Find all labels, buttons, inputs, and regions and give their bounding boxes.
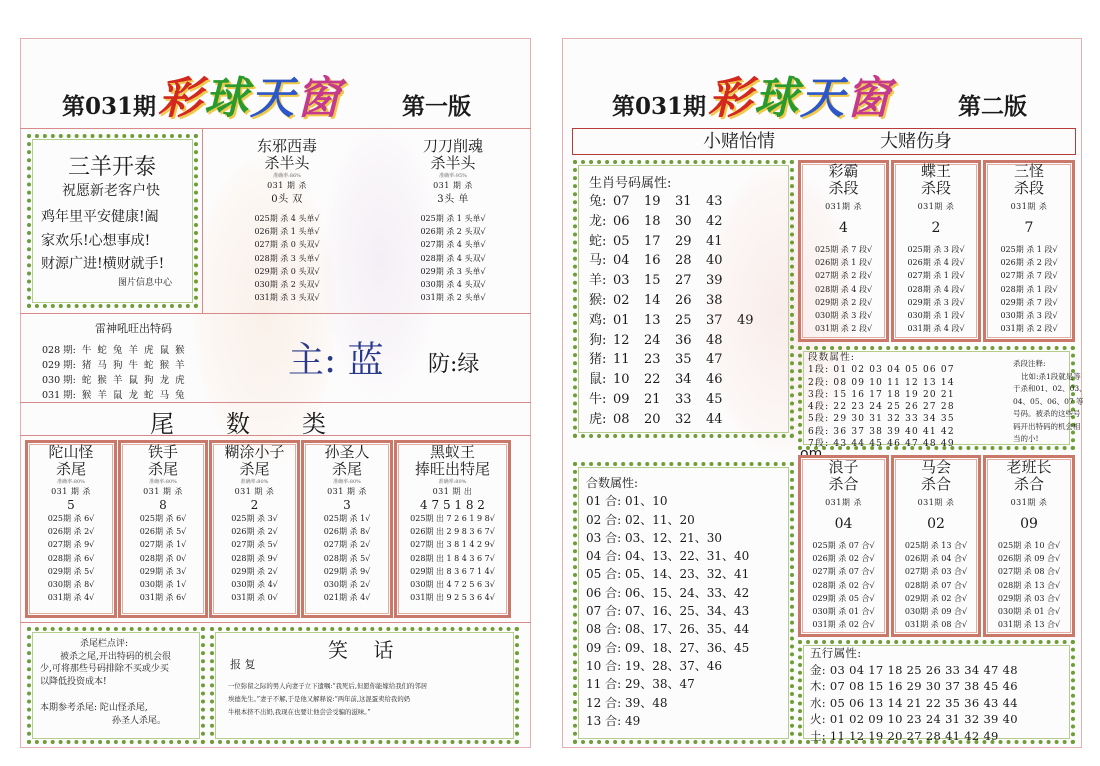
history-row: 030期 出 4 7 2 5 6 3√ bbox=[410, 580, 495, 590]
history-row: 026期 杀 02 合√ bbox=[812, 554, 875, 564]
heshu-row: 07 合: 07、16、25、34、43 bbox=[586, 604, 750, 619]
joke-line: 埃德先生。”妻子不解,于是他又解释说:“两年前,这混蛋卖给我的奶 bbox=[228, 695, 411, 703]
pick-value: 3头 单 bbox=[437, 194, 469, 205]
seg-title: 三怪 bbox=[1013, 162, 1044, 180]
combo-sub: 杀合 bbox=[920, 475, 951, 493]
history-row: 027期 出 3 8 1 4 2 9√ bbox=[410, 540, 495, 550]
masthead-logo: 彩球天窗 bbox=[158, 73, 342, 124]
edition-label: 第二版 bbox=[958, 93, 1027, 120]
history-row: 025期 杀 07 合√ bbox=[812, 541, 875, 550]
leishen-row: 029 期: 猪 马 狗 牛 蛇 猴 羊 bbox=[42, 360, 185, 371]
history-row: 028期 杀 1 段√ bbox=[1000, 284, 1058, 294]
duan-note bbox=[1013, 358, 1087, 446]
joke-title: 笑 话 bbox=[328, 638, 394, 662]
greeting-title: 三羊开泰 bbox=[68, 155, 157, 180]
note-line: 04、05、06、07 等 bbox=[1013, 396, 1084, 406]
history-row: 025期 杀 1 头单√ bbox=[420, 214, 486, 223]
combo-column-laobanzhang bbox=[985, 459, 1073, 631]
pick-value: 02 bbox=[927, 516, 945, 532]
history-row: 025期 杀 1√ bbox=[323, 514, 371, 523]
period-label: 031期 杀 bbox=[825, 202, 862, 211]
combo-sub: 杀合 bbox=[1013, 475, 1044, 493]
seg-column-sanguai bbox=[985, 163, 1073, 335]
history-row: 029期 杀 3 段√ bbox=[907, 297, 965, 307]
history-row: 028期 杀 4 段√ bbox=[907, 284, 965, 294]
accuracy-label: 准确率:80% bbox=[333, 479, 361, 485]
greeting-footer: 图片信息中心 bbox=[118, 278, 173, 288]
zodiac-row: 蛇: 05 17 29 41 bbox=[589, 233, 723, 249]
history-row: 030期 杀 3 段√ bbox=[1000, 311, 1058, 321]
review-ref2: 孙圣人杀尾。 bbox=[112, 715, 167, 726]
duan-row: 2段: 08 09 10 11 12 13 14 bbox=[808, 377, 955, 388]
history-row: 027期 杀 9√ bbox=[47, 540, 95, 550]
history-row: 026期 杀 5√ bbox=[139, 527, 187, 537]
history-row: 031期 杀 2 段√ bbox=[1000, 324, 1058, 334]
greeting-line: 祝愿新老客户快 bbox=[62, 183, 160, 199]
period-label: 031 期 杀 bbox=[267, 181, 307, 190]
tail-sub: 捧旺出特尾 bbox=[414, 460, 490, 478]
history-row: 025期 杀 7 段√ bbox=[814, 245, 873, 254]
accuracy-label: 准确率:80% bbox=[438, 479, 467, 485]
history-row: 031期 杀 3 头双√ bbox=[254, 293, 320, 303]
duan-row: 6段: 36 37 38 39 40 41 42 bbox=[808, 426, 955, 437]
heshu-row: 08 合: 08、17、26、35、44 bbox=[586, 622, 750, 637]
review-line: 少,可将那些号码排除不买或少买 bbox=[40, 664, 169, 674]
duan-row: 3段: 15 16 17 18 19 20 21 bbox=[808, 389, 955, 400]
accuracy-label: 准确率:80% bbox=[149, 479, 177, 485]
history-row: 025期 杀 10 合√ bbox=[997, 541, 1061, 550]
history-row: 027期 杀 0 头双√ bbox=[254, 240, 320, 250]
history-row: 031期 出 9 2 5 3 6 4√ bbox=[410, 593, 495, 603]
history-row: 029期 出 8 3 6 7 1 4√ bbox=[410, 566, 495, 576]
heshu-row: 06 合: 06、15、24、33、42 bbox=[586, 585, 750, 600]
wuxing-row: 火: 01 02 09 10 23 24 31 32 39 40 bbox=[810, 712, 1018, 726]
issue-number: 第031期 bbox=[62, 93, 157, 120]
history-row: 031期 杀 2 头单√ bbox=[420, 293, 486, 303]
heshu-row: 01 合: 01、10 bbox=[586, 494, 668, 509]
history-row: 027期 杀 2 段√ bbox=[814, 271, 873, 281]
history-row: 031期 杀 2 段√ bbox=[814, 324, 873, 334]
history-row: 026期 杀 2√ bbox=[47, 527, 95, 537]
note-line: 当的小! bbox=[1013, 434, 1039, 443]
greeting-line: 家欢乐!心想事成! bbox=[41, 233, 151, 249]
history-row: 026期 杀 8√ bbox=[323, 527, 371, 537]
period-label: 031 期 杀 bbox=[327, 487, 367, 496]
history-row: 030期 杀 01 合√ bbox=[812, 607, 875, 617]
history-row: 028期 出 1 8 4 3 6 7√ bbox=[410, 553, 495, 563]
duan-row: 4段: 22 23 24 25 26 27 28 bbox=[808, 402, 955, 413]
zodiac-table bbox=[589, 192, 768, 430]
tail-sub: 杀尾 bbox=[147, 460, 178, 478]
pick-value: 5 bbox=[67, 498, 75, 512]
history-row: 026期 杀 1 头单√ bbox=[254, 227, 320, 237]
heshu-list bbox=[586, 474, 749, 730]
history-row: 025期 杀 3√ bbox=[231, 514, 278, 523]
history-row: 027期 杀 1 段√ bbox=[907, 271, 965, 281]
seg-title: 彩霸 bbox=[828, 162, 859, 180]
pick-value: 2 bbox=[931, 220, 941, 236]
history-row: 028期 杀 6√ bbox=[47, 553, 95, 563]
leishen-row: 028 期: 牛 蛇 兔 羊 虎 鼠 猴 bbox=[42, 345, 185, 356]
history-row: 026期 杀 2√ bbox=[231, 527, 278, 537]
seg-sub: 杀段 bbox=[1013, 179, 1044, 197]
dongxie-title: 东邪西毒 bbox=[256, 137, 317, 155]
history-row: 030期 杀 1 段√ bbox=[907, 311, 965, 321]
period-label: 031 期 杀 bbox=[143, 487, 183, 496]
history-row: 030期 杀 4√ bbox=[231, 580, 278, 590]
seg-column-caiba bbox=[800, 163, 887, 335]
duan-row: 5段: 29 30 31 32 33 34 35 bbox=[808, 414, 955, 425]
history-row: 026期 杀 2 头双√ bbox=[420, 227, 486, 237]
history-row: 021期 杀 4√ bbox=[323, 593, 371, 603]
wuxing-title: 五行属性: bbox=[810, 646, 862, 660]
note-line: 号码。被杀的这些号 bbox=[1013, 409, 1081, 418]
note-line: 于杀和01、02、03、 bbox=[1013, 384, 1087, 393]
review-line: 以降低投资成本! bbox=[40, 676, 107, 687]
seg-sub: 杀段 bbox=[828, 179, 859, 197]
dongxie-column bbox=[212, 138, 362, 304]
tail-column-heiwang bbox=[396, 444, 509, 604]
zodiac-row: 牛: 09 21 33 45 bbox=[589, 391, 723, 407]
heshu-row: 11 合: 29、38、47 bbox=[586, 677, 695, 692]
history-row: 031期 杀 4√ bbox=[47, 593, 95, 603]
history-row: 030期 杀 8√ bbox=[47, 580, 95, 590]
period-label: 031 期 杀 bbox=[234, 487, 275, 496]
tail-column-hutu bbox=[211, 444, 298, 604]
daodao-sub: 杀半头 bbox=[430, 154, 476, 172]
wuxing-row: 土: 11 12 19 20 27 28 41 42 49 bbox=[810, 728, 999, 743]
joke-body bbox=[228, 680, 508, 719]
zodiac-row: 龙: 06 18 30 42 bbox=[589, 213, 723, 229]
history-row: 028期 杀 4 头双√ bbox=[420, 253, 486, 263]
wuxing-list bbox=[810, 645, 1018, 744]
tail-section-title: 尾 数 类 bbox=[150, 410, 326, 438]
tail-column-sunsheng bbox=[303, 444, 391, 604]
history-row: 031期 杀 08 合√ bbox=[904, 620, 968, 630]
history-row: 030期 杀 01 合√ bbox=[997, 607, 1061, 617]
pick-value: 4 7 5 1 8 2 bbox=[420, 498, 485, 512]
history-row: 027期 杀 5√ bbox=[231, 540, 278, 550]
review-ref: 本期参考杀尾: 陀山怪杀尾, bbox=[40, 703, 148, 713]
history-row: 030期 杀 2√ bbox=[323, 580, 371, 590]
history-row: 029期 杀 05 合√ bbox=[812, 593, 875, 603]
period-label: 031期 杀 bbox=[1010, 498, 1048, 507]
history-row: 025期 出 7 2 6 1 9 8√ bbox=[410, 514, 495, 523]
history-row: 030期 杀 09 合√ bbox=[904, 607, 968, 617]
combo-sub: 杀合 bbox=[828, 475, 859, 493]
history-row: 028期 杀 5√ bbox=[323, 553, 371, 563]
wuxing-row: 水: 05 06 13 14 21 22 35 36 43 44 bbox=[810, 695, 1018, 710]
tail-title: 黑蚁王 bbox=[429, 443, 475, 461]
heshu-row: 04 合: 04、13、22、31、40 bbox=[586, 549, 750, 564]
main-color: 主: 蓝 bbox=[288, 340, 384, 381]
heshu-row: 12 合: 39、48 bbox=[586, 695, 668, 710]
history-row: 027期 杀 2√ bbox=[323, 540, 371, 550]
heshu-row: 03 合: 03、12、21、30 bbox=[586, 530, 723, 545]
history-row: 028期 杀 3 头单√ bbox=[254, 253, 320, 263]
tail-sub: 杀尾 bbox=[55, 460, 86, 478]
pick-value: 4 bbox=[839, 220, 848, 236]
tail-column-tuoshan bbox=[27, 444, 115, 604]
wuxing-row: 木: 07 08 15 16 29 30 37 38 45 46 bbox=[810, 679, 1018, 693]
history-row: 025期 杀 1 段√ bbox=[1000, 245, 1058, 254]
history-row: 025期 杀 3 段√ bbox=[907, 245, 965, 254]
stray-text: om bbox=[800, 446, 823, 462]
history-row: 029期 杀 9√ bbox=[323, 566, 371, 576]
tail-title: 陀山怪 bbox=[48, 443, 94, 461]
daodao-title: 刀刀削魂 bbox=[422, 137, 483, 155]
combo-title: 老班长 bbox=[1006, 458, 1052, 476]
history-row: 027期 杀 07 合√ bbox=[812, 567, 875, 577]
history-row: 026期 杀 04 合√ bbox=[904, 554, 968, 564]
history-row: 029期 杀 2√ bbox=[231, 566, 278, 576]
leishen-row: 030 期: 蛇 猴 羊 鼠 狗 龙 虎 bbox=[42, 375, 185, 386]
history-row: 029期 杀 5√ bbox=[47, 566, 95, 576]
review-text bbox=[40, 638, 198, 727]
seg-column-diewang bbox=[893, 163, 979, 335]
accuracy-label: 准确率:80% bbox=[57, 479, 85, 485]
zodiac-row: 马: 04 16 28 40 bbox=[589, 253, 723, 269]
zodiac-row: 羊: 03 15 27 39 bbox=[589, 273, 723, 289]
combo-title: 浪子 bbox=[828, 458, 859, 476]
zodiac-row: 鸡: 01 13 25 37 49 bbox=[589, 312, 754, 328]
history-row: 027期 杀 7 段√ bbox=[1000, 271, 1058, 281]
leishen-row: 031 期: 猴 羊 鼠 龙 蛇 马 兔 bbox=[42, 390, 185, 401]
edition-label: 第一版 bbox=[402, 93, 471, 120]
heshu-title: 合数属性: bbox=[586, 476, 639, 490]
history-row: 029期 杀 0 头双√ bbox=[254, 266, 320, 276]
history-row: 030期 杀 4 头双√ bbox=[420, 280, 486, 290]
pick-value: 04 bbox=[834, 516, 853, 532]
history-row: 031期 杀 4 段√ bbox=[907, 324, 965, 334]
history-row: 027期 杀 1√ bbox=[139, 540, 187, 550]
period-label: 031 期 出 bbox=[432, 487, 473, 496]
history-row: 027期 杀 03 合√ bbox=[904, 567, 968, 577]
heshu-row: 02 合: 02、11、20 bbox=[586, 512, 695, 527]
history-row: 030期 杀 1√ bbox=[139, 580, 187, 590]
pick-value: 8 bbox=[159, 498, 167, 512]
note-title: 杀段注释: bbox=[1013, 359, 1046, 368]
combo-column-mahui bbox=[893, 459, 979, 631]
zodiac-title: 生肖号码属性: bbox=[589, 176, 672, 191]
tail-title: 孙圣人 bbox=[324, 443, 370, 461]
heshu-row: 09 合: 09、18、27、36、45 bbox=[586, 640, 750, 655]
zodiac-row: 猴: 02 14 26 38 bbox=[589, 292, 723, 308]
tail-sub: 杀尾 bbox=[239, 460, 270, 478]
combo-column-langzi bbox=[800, 459, 887, 631]
history-row: 031期 杀 13 合√ bbox=[997, 620, 1061, 630]
history-row: 029期 杀 2 段√ bbox=[814, 297, 873, 307]
duan-text bbox=[808, 352, 955, 450]
wuxing-row: 金: 03 04 17 18 25 26 33 34 47 48 bbox=[810, 662, 1018, 677]
period-label: 031期 杀 bbox=[917, 498, 955, 507]
history-row: 031期 杀 02 合√ bbox=[812, 620, 875, 630]
zodiac-row: 虎: 08 20 32 44 bbox=[589, 411, 723, 427]
history-row: 028期 杀 9√ bbox=[231, 553, 278, 563]
history-row: 030期 杀 2 头双√ bbox=[254, 280, 320, 290]
history-row: 031期 杀 0√ bbox=[231, 593, 278, 603]
history-row: 029期 杀 7 段√ bbox=[1000, 297, 1058, 307]
pick-value: 3 bbox=[343, 498, 351, 512]
duan-title: 段数属性: bbox=[808, 352, 856, 363]
accuracy-label: 准确率:80% bbox=[240, 479, 269, 485]
masthead-logo: 彩球天窗 bbox=[708, 73, 892, 124]
note-line: 码开出特码的机会相 bbox=[1013, 421, 1081, 431]
history-row: 028期 杀 0√ bbox=[139, 553, 187, 563]
tail-column-tieshou bbox=[120, 444, 206, 604]
issue-number: 第031期 bbox=[612, 93, 707, 120]
duan-row: 7段: 43 44 45 46 47 48 49 bbox=[808, 439, 955, 450]
history-row: 027期 杀 4 头单√ bbox=[420, 240, 486, 250]
history-row: 025期 杀 6√ bbox=[47, 514, 95, 523]
duan-row: 1段: 01 02 03 04 05 06 07 bbox=[808, 365, 955, 376]
review-line: 被杀之尾,开出特码的机会很 bbox=[60, 651, 171, 662]
greeting-line: 财源广进!横财就手! bbox=[41, 256, 165, 272]
seg-title: 蝶王 bbox=[920, 162, 951, 180]
heshu-row: 05 合: 05、14、23、32、41 bbox=[586, 567, 750, 582]
history-row: 029期 杀 03 合√ bbox=[997, 593, 1061, 603]
zodiac-row: 鼠: 10 22 34 46 bbox=[589, 372, 723, 388]
leishen-title: 雷神吼旺出特码 bbox=[95, 322, 172, 335]
seg-sub: 杀段 bbox=[920, 179, 951, 197]
combo-title: 马会 bbox=[920, 458, 951, 476]
pick-value: 09 bbox=[1020, 516, 1038, 532]
pick-value: 0头 双 bbox=[271, 194, 303, 205]
history-row: 026期 杀 1 段√ bbox=[814, 258, 873, 268]
defend-color: 防:绿 bbox=[428, 352, 480, 377]
history-row: 028期 杀 07 合√ bbox=[904, 580, 968, 590]
zodiac-row: 狗: 12 24 36 48 bbox=[589, 332, 723, 348]
history-row: 026期 出 2 9 8 3 6 7√ bbox=[410, 527, 495, 537]
pick-value: 7 bbox=[1024, 220, 1034, 236]
review-title: 杀尾栏点评: bbox=[80, 639, 129, 649]
history-row: 029期 杀 02 合√ bbox=[904, 593, 968, 603]
joke-sub: 报 复 bbox=[230, 658, 256, 671]
greeting-line: 鸡年里平安健康!阖 bbox=[41, 209, 159, 225]
period-label: 031期 杀 bbox=[917, 202, 955, 211]
history-row: 025期 杀 4 头单√ bbox=[254, 214, 320, 223]
history-row: 025期 杀 6√ bbox=[139, 514, 187, 523]
tail-title: 糊涂小子 bbox=[224, 443, 285, 461]
accuracy-label: 准确率:95% bbox=[439, 173, 467, 179]
zodiac-row: 兔: 07 19 31 43 bbox=[589, 194, 723, 209]
history-row: 028期 杀 13 合√ bbox=[997, 580, 1061, 590]
history-row: 025期 杀 13 合√ bbox=[904, 541, 968, 550]
history-row: 026期 杀 4 段√ bbox=[907, 258, 965, 268]
period-label: 031期 杀 bbox=[825, 498, 862, 507]
period-label: 031 期 杀 bbox=[433, 181, 473, 190]
pick-value: 2 bbox=[250, 498, 259, 512]
joke-line: 一位弥留之际的男人向妻子立下遗嘱:“我死后,但愿你能嫁给我们的邻居 bbox=[228, 682, 428, 690]
history-row: 028期 杀 4 段√ bbox=[814, 284, 873, 294]
history-row: 028期 杀 02 合√ bbox=[812, 580, 875, 590]
joke-line: 牛根本挤不出奶,我现在也要让他尝尝受骗的滋味。” bbox=[228, 708, 371, 716]
history-row: 031期 杀 6√ bbox=[139, 593, 187, 603]
history-row: 026期 杀 09 合√ bbox=[997, 554, 1061, 564]
tail-sub: 杀尾 bbox=[331, 460, 362, 478]
heshu-row: 10 合: 19、28、37、46 bbox=[586, 658, 723, 673]
banner: 小赌怡情 大赌伤身 bbox=[572, 128, 1076, 155]
tail-title: 铁手 bbox=[147, 443, 178, 461]
period-label: 031 期 杀 bbox=[51, 487, 91, 496]
history-row: 030期 杀 3 段√ bbox=[814, 311, 873, 321]
history-row: 029期 杀 3 头单√ bbox=[420, 266, 486, 276]
period-label: 031期 杀 bbox=[1010, 202, 1048, 211]
daodao-column bbox=[378, 138, 528, 304]
history-row: 026期 杀 2 段√ bbox=[1000, 258, 1058, 268]
history-row: 029期 杀 3√ bbox=[139, 566, 187, 576]
zodiac-row: 猪: 11 23 35 47 bbox=[589, 352, 723, 368]
history-row: 027期 杀 08 合√ bbox=[997, 567, 1061, 577]
dongxie-sub: 杀半头 bbox=[264, 154, 310, 172]
note-line: 比如:杀1段就是等 bbox=[1021, 371, 1081, 381]
leishen-rows bbox=[42, 343, 185, 403]
heshu-row: 13 合: 49 bbox=[586, 713, 641, 728]
accuracy-label: 准确率:86% bbox=[273, 173, 301, 179]
